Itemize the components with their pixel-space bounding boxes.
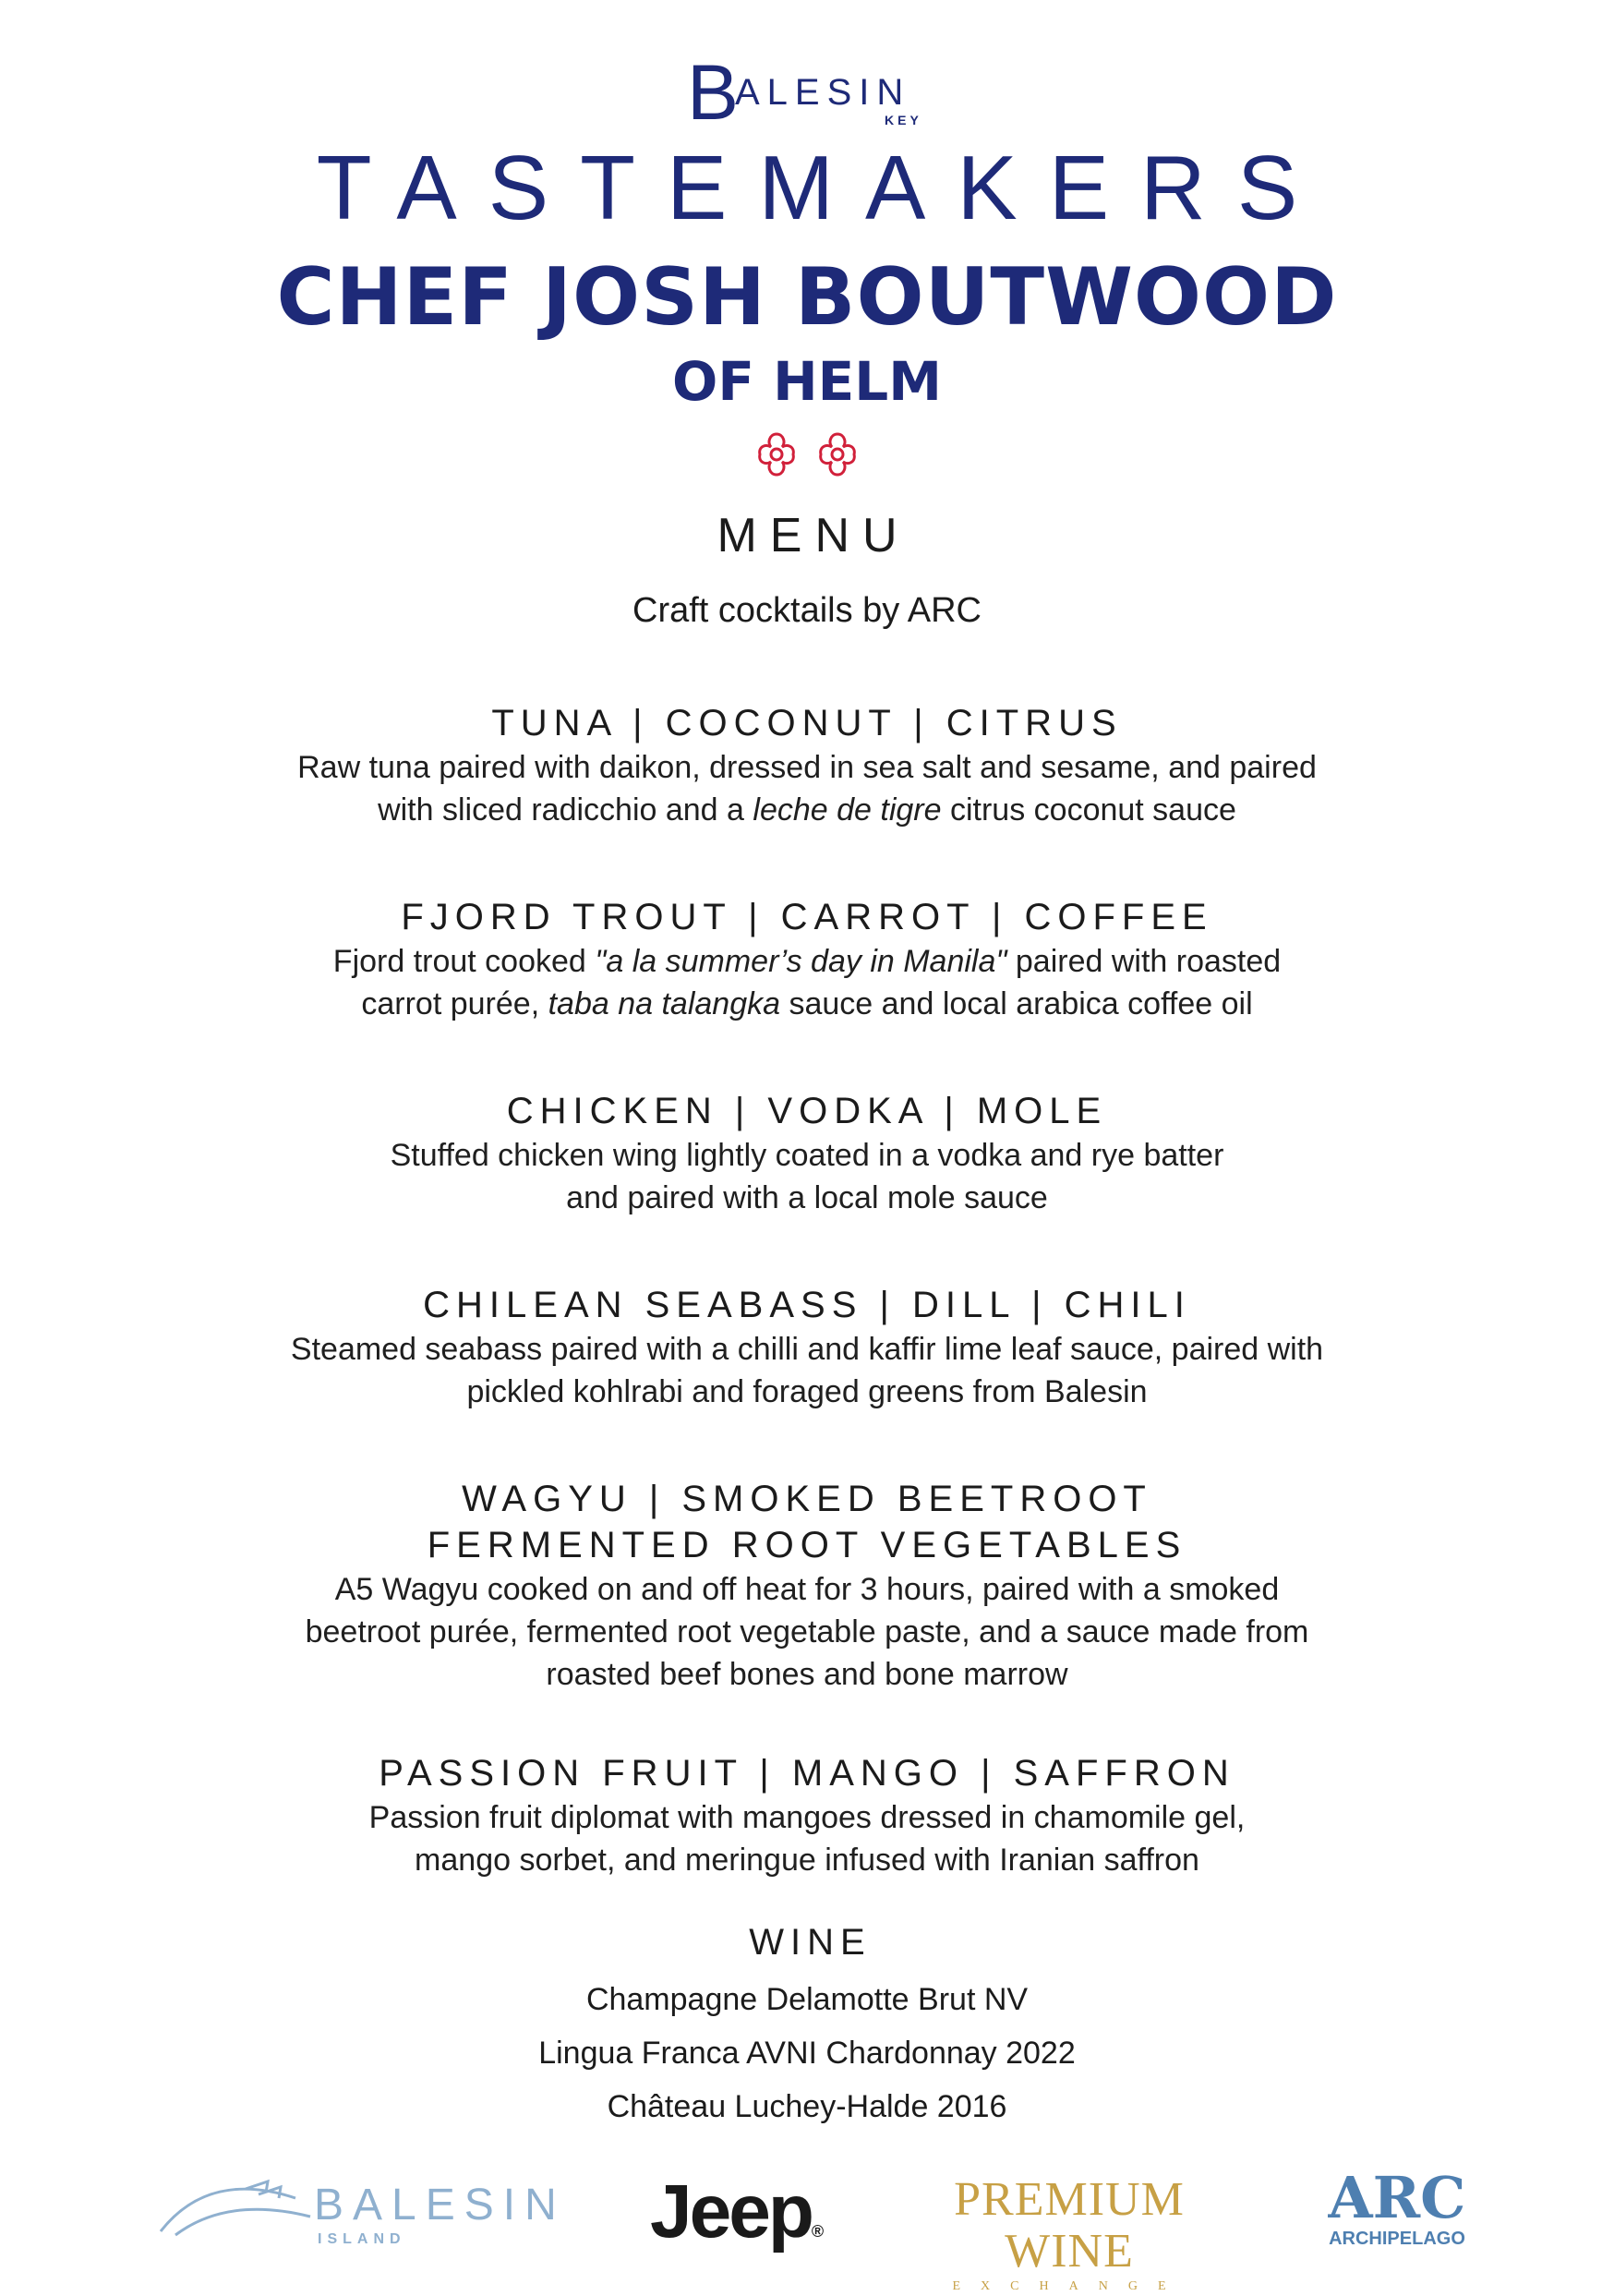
logo-sub: KEY: [885, 113, 922, 127]
restaurant-name: OF HELM: [672, 350, 942, 413]
michelin-stars: [0, 427, 1614, 482]
premium-wine-exchange-logo: [885, 2174, 1254, 2296]
logo-word: ALESIN: [735, 72, 911, 113]
course-title-line2: FERMENTED ROOT VEGETABLES: [427, 1525, 1187, 1565]
menu-title: MENU: [717, 509, 910, 562]
wine-item: Lingua Franca AVNI Chardonnay 2022: [538, 2036, 1076, 2071]
course-desc-line: Passion fruit diplomat with mangoes dressed in chamomile gel,: [368, 1800, 1246, 1835]
wine-item: Champagne Delamotte Brut NV: [585, 1982, 1029, 2017]
pwe-main: PREMIUM WINE: [954, 2173, 1185, 2278]
course-desc-line: beetroot purée, fermented root vegetable paste, and a sauce made from: [305, 1614, 1309, 1649]
cocktails-note: Craft cocktails by ARC: [632, 591, 982, 630]
course-title: CHILEAN SEABASS | DILL | CHILI: [423, 1285, 1191, 1325]
course-3: [0, 1088, 1614, 1219]
course-title: PASSION FRUIT | MANGO | SAFFRON: [379, 1753, 1235, 1794]
wine-title: WINE: [749, 1922, 872, 1963]
course-desc-line: pickled kohlrabi and foraged greens from Balesin: [466, 1374, 1148, 1409]
course-desc-line: A5 Wagyu cooked on and off heat for 3 hours, paired with a smoked: [334, 1572, 1280, 1607]
course-desc-line: mango sorbet, and meringue infused with Iranian saffron: [415, 1843, 1199, 1878]
course-4: [0, 1282, 1614, 1413]
balesin-island-logo: [157, 2161, 591, 2254]
balesin-key-logo: [0, 49, 1614, 136]
course-title: WAGYU | SMOKED BEETROOT: [462, 1479, 1152, 1519]
chef-name: CHEF JOSH BOUTWOOD: [276, 251, 1338, 344]
course-desc-line: and paired with a local mole sauce: [566, 1180, 1048, 1215]
course-2: [0, 894, 1614, 1025]
course-desc-line: Steamed seabass paired with a chilli and kaffir lime leaf sauce, paired with: [290, 1332, 1324, 1367]
michelin-star-icon: [738, 427, 876, 482]
arc-sub: ARCHIPELAGO: [1329, 2229, 1465, 2249]
course-desc-line: roasted beef bones and bone marrow: [546, 1657, 1068, 1692]
course-desc-line: carrot purée, taba na talangka sauce and local arabica coffee oil: [361, 986, 1253, 1021]
arc-main: ARC: [1328, 2164, 1466, 2231]
course-desc-line: Stuffed chicken wing lightly coated in a vodka and rye batter: [390, 1138, 1224, 1173]
logo-initial: B: [687, 49, 740, 136]
course-title: CHICKEN | VODKA | MOLE: [506, 1091, 1108, 1131]
pwe-sub: EXCHANGE: [952, 2279, 1186, 2293]
island-wave-icon: [157, 2161, 314, 2254]
arc-archipelago-logo: [1328, 2164, 1466, 2250]
course-5: [0, 1476, 1614, 1696]
balesin-sub: ISLAND: [318, 2231, 406, 2247]
wine-item: Château Luchey-Halde 2016: [607, 2089, 1007, 2124]
course-desc-line: Raw tuna paired with daikon, dressed in sea salt and sesame, and paired: [297, 750, 1317, 785]
course-title: TUNA | COCONUT | CITRUS: [491, 703, 1123, 743]
course-desc-line: Fjord trout cooked "a la summer’s day in Manila" paired with roasted: [332, 944, 1282, 979]
series-title: TASTEMAKERS: [316, 137, 1330, 238]
course-6: [0, 1750, 1614, 1881]
course-1: [0, 700, 1614, 831]
sponsor-bar: [0, 2161, 1614, 2293]
course-desc-line: with sliced radicchio and a leche de tigre citrus coconut sauce: [378, 792, 1236, 828]
course-title: FJORD TROUT | CARROT | COFFEE: [401, 897, 1213, 937]
balesin-wordmark: BALESIN: [314, 2181, 566, 2230]
jeep-logo: Jeep®: [650, 2169, 825, 2254]
